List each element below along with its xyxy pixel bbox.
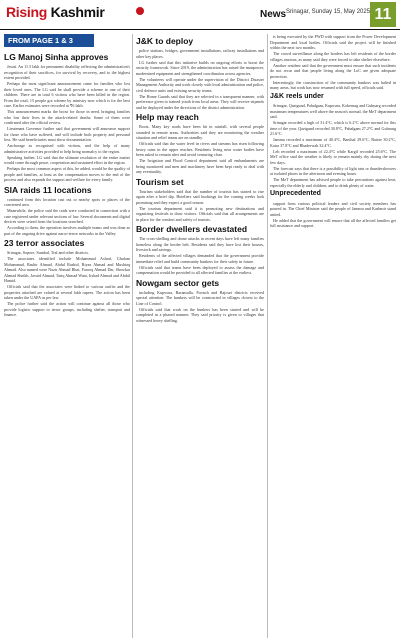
column-divider <box>132 34 133 638</box>
article <box>136 36 264 110</box>
article-paragraph: Tourism stakeholders said that the number of tourists has started to rise again after a brief dip. Hoteliers said bookings for the coming weeks look promising and they expect a good season. <box>136 188 264 205</box>
article-paragraph: The associates identified include Mohammad Ashraf, Ghulam Mohammad, Bashir Ahmad, Abdul Rashid, Riyaz Ahmad and Mushtaq Ahmad. Also named were Nazir Ahmad Bhat, Farooq Ahmad Dar, Showkat Ahmad Sheikh, Javaid Ahmad, Tariq Ahmad Wani, Irshad Ahmad and Abdul Hamid. <box>4 256 130 283</box>
article-paragraph: The cross-shelling and drone attacks in recent days have left many families homeless along the border belt. Residents said they have lost their houses, livestock and savings. <box>136 236 264 252</box>
column-divider <box>267 34 268 638</box>
article-headline[interactable]: Border dwellers devastated <box>136 224 248 234</box>
article-paragraph: Another resident said that the government must ensure that such incidents do not recur and that people living along the LoC are given adequate protection. <box>270 62 396 79</box>
article-paragraph: Perhaps the most significant announcement came for families who lost their loved ones. The LG said he shall provide a scheme to one of their children. There are in total 6 victims who have been killed in the region. From the total, 15 people got scheme by ministry now which is for the best case. Earlier estimates were recorded at ₹6 lakh. <box>4 81 130 108</box>
article-paragraph: Srinagar recorded a high of 31.4°C, which is 6.2°C above normal for this time of the year. Qazigund recorded 30.8°C, Pahalgam 27.2°C and Gulmarg 21.6°C. <box>270 120 396 136</box>
article-paragraph: is being executed by the PWD with support from the Power Development Department and local bodies. Officials said the project will be finished within the next two months. <box>270 34 396 50</box>
article <box>136 224 264 276</box>
logo-text-kashmir: Kashmir <box>50 4 105 20</box>
article-paragraph: Srinagar, Sopore, Sumbal, Tral and other districts. <box>7 250 89 255</box>
article <box>270 34 396 91</box>
dateline: Srinagar, Sunday 15, May 2025 <box>286 9 371 15</box>
article-paragraph: Interestingly, the construction of the community bunkers was halted in many areas, but work has now resumed with full speed, officials said. <box>270 79 396 90</box>
article-paragraph: Jammu recorded a maximum of 40.4°C, Banihal 29.6°C, Batote 30.2°C, Katra 37.8°C and Bhaderwah 32.4°C. <box>270 137 396 148</box>
article-paragraph: Officials said that teams have been deployed to assess the damage and compensation would be provided to all affected families at the earliest. <box>136 264 264 275</box>
article <box>270 190 396 229</box>
article-paragraph: The tourism department said it is promoting new destinations and organizing festivals to draw visitors. Officials said that all arrangements are in place for the comfort and safety of tourists. <box>136 205 264 222</box>
article-paragraph: The crowd surveillance along the borders has left residents of the border villages anxious, as many said they were forced to take shelter elsewhere. <box>270 51 396 62</box>
article-paragraph: The Irrigation and Flood Control department said all embankments are being monitored and men and machinery have been kept ready to deal with any eventuality. <box>136 158 264 174</box>
article-headline[interactable]: J&K reels under <box>270 92 324 100</box>
article-paragraph: He added that the government will ensure that all the affected families get full assistance and support. <box>270 217 396 228</box>
article-paragraph: Anchorage as recognised with victims, and the help of many administrative activities provided to help bring normalcy to the region. <box>4 143 130 154</box>
article-paragraph: including Kupwara, Baramulla, Poonch and Rajouri districts received special attention. The bunkers will be constructed in villages closest to the Line of Control. <box>136 289 264 306</box>
article-paragraph: The MeT department has advised people to take precautions against heat, especially the elderly and children, and to drink plenty of water. <box>270 177 396 188</box>
article-headline[interactable]: Nowgam sector gets <box>136 277 220 288</box>
article-paragraph: Meanwhile, the police said the raids were conducted in connection with a case registered under relevant sections of law. Several documents and digital devices were seized from the locations searched. <box>4 208 130 224</box>
newspaper-logo[interactable] <box>6 4 105 20</box>
paper-section-name: News <box>260 9 287 20</box>
article-paragraph: Officials said that work on the bunkers has been started and will be completed in a phased manner. They said priority is given to villages that witnessed heavy shelling. <box>136 306 264 323</box>
article-paragraph: support from various political leaders and civil society members has poured in. The Chief Minister said the people of Jammu and Kashmir stand united. <box>270 200 396 217</box>
logo-dot-icon <box>136 7 144 15</box>
article-paragraph: LG further said that this initiative builds on ongoing efforts to boost the security framework. Since 2019, the administration has raised the manpower, modernised equipment and strengthened coordination across agencies. <box>136 59 264 76</box>
article-paragraph: The volunteers will operate under the supervision of the District Disaster Management Authority and work closely with local administration and police, civil defence units and existing security teams. <box>136 76 264 93</box>
article-headline[interactable]: LG Manoj Sinha approves <box>4 52 109 62</box>
article-paragraph: Boost. Many key roads have been hit in rainfall, with several people stranded in remote areas. Authorities said they are monitoring the weather situation and relief teams are on standby. <box>136 124 264 140</box>
column-1 <box>4 50 130 642</box>
article-paragraph: Lieutenant Governor further said that government will announce support for those who have suffered, and will include both property and personal loss. He said beneficiaries must show documentation. <box>4 126 130 142</box>
article-paragraph: The police further said the action will continue against all those who provide logistic support to terror groups, including shelter, transport and finance. <box>4 301 130 317</box>
column-3 <box>270 34 396 634</box>
article-paragraph: Leh recorded a maximum of 22.4°C while Kargil recorded 25.6°C. The MeT office said the weather is likely to remain mainly dry during the next few days. <box>270 148 396 165</box>
article-paragraph: Srinagar, Qazigund, Pahalgam, Kupwara, Kokernag and Gulmarg recorded maximum temperatures well above the season's normal, the MeT department said. <box>270 103 396 119</box>
article-paragraph: According to them, the operation involves multiple teams and was done as part of the ongoing drive against narco-terror networks in the Valley. <box>4 225 130 236</box>
article-headline[interactable]: Unprecedented <box>270 190 321 197</box>
article <box>4 52 130 183</box>
article-paragraph: Speaking further, LG said that the ultimate resolution of the entire matter would come through peace, cooperation and sustained effort in the region. <box>4 154 130 165</box>
article-paragraph: Residents of the affected villages demanded that the government provide immediate relief and build community bunkers for their safety in future. <box>136 253 264 264</box>
article-headline[interactable]: 23 terror associates <box>4 238 85 248</box>
article <box>136 112 264 175</box>
section-label: FROM PAGE 1 & 3 <box>4 34 94 47</box>
article-paragraph: Officials said that the associates were linked to various outfits and the properties attached are valued at several lakh rupees. The action has been taken under the UAPA as per law. <box>4 284 130 300</box>
article <box>270 93 396 189</box>
article-paragraph: Officials said that the water level in rivers and streams has risen following heavy rains in the upper reaches. Residents living near water bodies have been asked to remain alert and avoid venturing close. <box>136 141 264 157</box>
article-paragraph: The Home Guards said that they are selected in a transparent manner, with preference given to trained youth from local areas. They will receive stipends and be deployed under the directions of the district administration. <box>136 93 264 110</box>
article <box>4 238 130 318</box>
article-paragraph: police stations, bridges, government installations, railway installations and other key places. <box>136 48 264 59</box>
article-paragraph: Jesati. An 11.5 lakh for permanent disability reflecting the administration's recognition of their sacrifices, for survival by recovery, and to the highest extent provided. <box>4 64 130 80</box>
article-headline[interactable]: Help may reach <box>136 112 199 122</box>
article-headline[interactable]: Tourism set <box>136 176 184 187</box>
article-paragraph: This announcement marks the boost for those in need, bringing families who lost their lives in the attack-related deaths. Some of them were confirmed after the official review. <box>4 109 130 125</box>
logo-text-rising: Rising <box>6 4 51 20</box>
article-paragraph: Perhaps the most common aspect of this, he added, would be the quality of people and families, at least as the compensation moves to the end of the process and also expands the support and welfare for every family. <box>4 166 130 182</box>
article-paragraph: The forecast says that there is a possibility of light rain or thundershowers at isolated places in the afternoon and evening hours. <box>270 165 396 176</box>
article-headline[interactable]: J&K to deploy <box>136 36 194 46</box>
page-number: 11 <box>370 2 396 27</box>
article <box>4 185 130 237</box>
article-paragraph: continued from this location cast out to nearby spots or places of the concerned area. <box>4 196 130 207</box>
article <box>136 278 264 324</box>
article <box>136 177 264 223</box>
article-headline[interactable]: SIA raids 11 locations <box>4 184 92 195</box>
column-2 <box>136 34 264 634</box>
masthead <box>0 0 400 30</box>
